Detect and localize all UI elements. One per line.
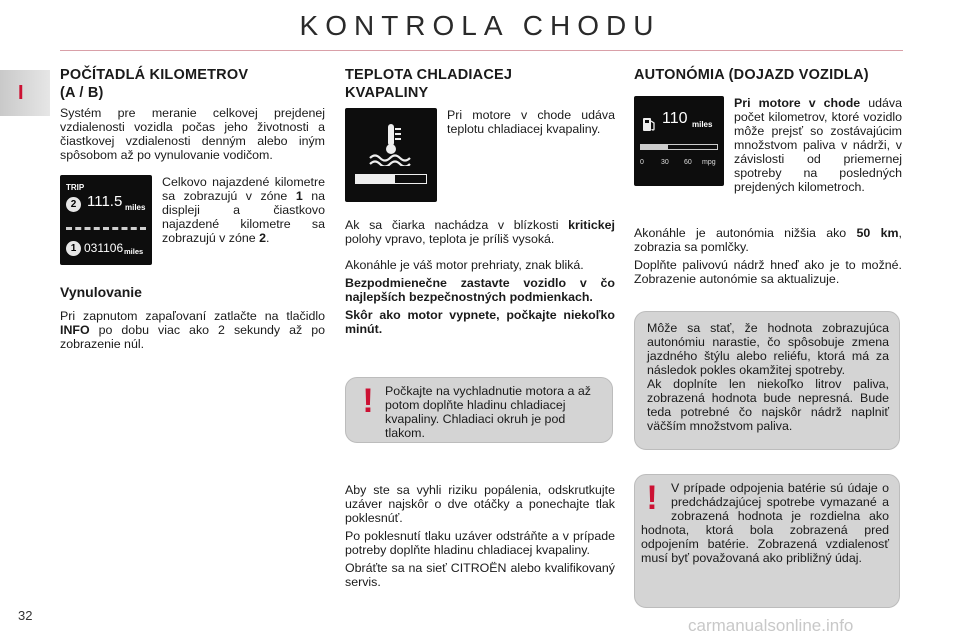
coolant-warning-box: [345, 377, 613, 443]
odometer-zones-run: 1: [295, 189, 303, 203]
range-refuel-text: Doplňte palivovú nádrž hneď ako je to možné. Zobrazenie autonómie sa aktualizuje.: [634, 258, 902, 286]
range-value: 110: [662, 110, 688, 127]
range-unit: miles: [692, 120, 713, 129]
coolant-critical-run: kritickej: [568, 218, 615, 232]
coolant-critical-run: polohy vpravo, teplota je príliš vysoká.: [345, 232, 555, 246]
coolant-burn-text: Aby ste sa vyhli riziku popálenia, odskrutkujte uzáver najskôr o dve otáčky a ponechajte tlak poklesnúť.: [345, 483, 615, 525]
range-section: [634, 66, 902, 286]
range-dashes-run: Akonáhle je autonómia nižšia ako: [634, 226, 857, 240]
warning-exclamation-icon: !: [646, 479, 658, 517]
odometer-zones-run: .: [266, 231, 270, 245]
chapter-tab: [0, 70, 50, 116]
trip-value: 111.5: [87, 193, 123, 210]
coolant-heading: TEPLOTA CHLADIACEJ KVAPALINY: [345, 67, 513, 101]
zone-1-marker: 1: [66, 241, 81, 256]
odometer-intro: Systém pre meranie celkovej prejdenej vzdialenosti vozidla počas jeho životnosti a čiastkovej vzdialenosti denným alebo iným spôsobom až po vynulovanie vodičom.: [60, 106, 325, 162]
consumption-bar: [640, 144, 718, 150]
odometer-heading: POČÍTADLÁ KILOMETROV (A / B): [60, 67, 249, 101]
chapter-letter: I: [18, 82, 24, 104]
range-warning-box: [634, 474, 900, 608]
coolant-critical-run: Ak sa čiarka nachádza v blízkosti: [345, 218, 569, 232]
range-info-text-2: Ak doplníte len niekoľko litrov paliva, zobrazená hodnota bude nepresná. Bude teda potrebné čo najskôr nádrž naplniť väčším množstvom paliva.: [647, 377, 889, 433]
coolant-temperature-icon: [366, 122, 416, 166]
coolant-gauge-bar: [355, 174, 427, 184]
coolant-refill-section: [345, 483, 615, 589]
odometer-section: [60, 66, 325, 351]
range-display-illustration: [634, 96, 724, 186]
scale-unit: mpg: [702, 159, 716, 166]
range-info-box: [634, 311, 900, 450]
range-heading: AUTONÓMIA (DOJAZD VOZIDLA): [634, 67, 869, 83]
range-intro-bold: Pri motore v chode: [734, 96, 861, 110]
page-title: KONTROLA CHODU: [299, 10, 661, 41]
coolant-service-text: Obráťte sa na sieť CITROËN alebo kvalifikovaný servis.: [345, 561, 615, 589]
range-intro-rest: udáva počet kilometrov, ktoré vozidlo môže prejsť so zostávajúcim množstvom paliva v nádrži, v závislosti od priemernej spotreby na posledných prejdených kilometroch.: [734, 96, 902, 194]
reset-text: [60, 309, 325, 351]
dashed-separator: [66, 227, 146, 230]
odometer-display-illustration: [60, 175, 152, 265]
coolant-gauge-illustration: [345, 108, 437, 202]
range-info-text-1: Môže sa stať, že hodnota zobrazujúca autonómiu narastie, čo spôsobuje zmena jazdného štýlu alebo reliéfu, ktorá má za následok pokles okamžitej spotreby.: [647, 321, 889, 377]
coolant-overheat-text: Akonáhle je váš motor prehriaty, znak bliká.: [345, 258, 584, 272]
range-dashes-run: , zobrazia sa pomlčky.: [634, 226, 902, 254]
coolant-refill-text: Po poklesnutí tlaku uzáver odstráňte a v prípade potreby doplňte hladinu chladiacej kvapaliny.: [345, 529, 615, 557]
warning-exclamation-icon: !: [362, 382, 374, 420]
coolant-critical-text: [345, 218, 615, 246]
zone-2-marker: 2: [66, 197, 81, 212]
coolant-gauge-fill: [356, 175, 395, 183]
range-intro: [734, 96, 902, 194]
page-number: 32: [18, 608, 33, 623]
reset-run: Pri zapnutom zapaľovaní zatlačte na tlačidlo: [60, 309, 325, 323]
consumption-bar-fill: [641, 145, 668, 149]
coolant-stop-text: Bezpodmienečne zastavte vozidlo v čo najlepších bezpečnostných podmienkach.: [345, 276, 615, 304]
fuel-pump-icon: [642, 116, 656, 132]
odometer-zones-run: na displeji a čiastkovo najazdené kilometre sa zobrazujú v zóne: [162, 189, 325, 245]
reset-run: po dobu viac ako 2 sekundy až po zobrazenie núl.: [60, 323, 325, 351]
coolant-wait-text: Skôr ako motor vypnete, počkajte niekoľko minút.: [345, 308, 615, 336]
trip-label: TRIP: [66, 183, 85, 192]
title-divider: [60, 50, 903, 51]
trip-unit: miles: [125, 203, 146, 212]
total-unit: miles: [124, 247, 144, 256]
reset-heading: Vynulovanie: [60, 284, 142, 300]
coolant-intro: Pri motore v chode udáva teplotu chladiacej kvapaliny.: [447, 108, 615, 136]
watermark: carmanualsonline.info: [688, 616, 854, 635]
range-dashes-run: 50 km: [856, 226, 899, 240]
range-dashes-text: [634, 226, 902, 254]
odometer-zones-run: 2: [259, 231, 267, 245]
total-value: 031106: [84, 241, 124, 255]
odometer-zones-run: Celkovo najazdené kilometre sa zobrazujú v zóne: [162, 175, 325, 203]
scale-60: 60: [684, 159, 692, 166]
coolant-section: [345, 66, 615, 336]
reset-run: INFO: [60, 323, 90, 337]
coolant-warning-text: Počkajte na vychladnutie motora a až potom doplňte hladinu chladiacej kvapaliny. Chladiaci okruh je pod tlakom.: [385, 384, 591, 440]
scale-0: 0: [640, 159, 644, 166]
range-warning-text: V prípade odpojenia batérie sú údaje o predchádzajúcej spotrebe vymazané a zobrazená hodnota je rozdielna ako hodnota, ktorá bola zobrazená pred odpojením batérie. Zobrazená vzdialenosť musí byť považovaná ako približný údaj.: [641, 481, 889, 565]
scale-30: 30: [661, 159, 669, 166]
